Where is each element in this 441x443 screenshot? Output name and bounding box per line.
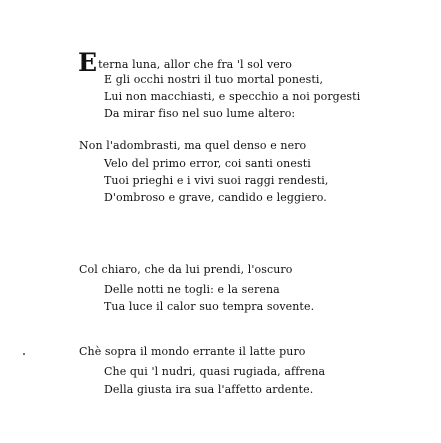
stanza-1-line-2: E gli occhi nostri il tuo mortal ponesti, xyxy=(104,73,324,86)
ink-speck xyxy=(23,353,25,355)
stanza-2-line-2: Velo del primo error, coi santi onesti xyxy=(104,157,311,170)
stanza-4-line-1: Chè sopra il mondo errante il latte puro xyxy=(79,345,306,358)
stanza-2-line-1: Non l'adombrasti, ma quel denso e nero xyxy=(79,139,307,152)
stanza-1-line-3: Lui non macchiasti, e specchio a noi porgesti xyxy=(104,90,361,103)
stanza-3-line-3: Tua luce il calor suo tempra sovente. xyxy=(104,300,315,313)
drop-cap-letter: E xyxy=(78,48,98,77)
stanza-2-line-4: D'ombroso e grave, candido e leggiero. xyxy=(104,191,327,204)
stanza-4-line-2: Che qui 'l nudri, quasi rugiada, affrena xyxy=(104,365,326,378)
stanza-1-line-1-text: terna luna, allor che fra 'l sol vero xyxy=(98,58,292,71)
stanza-2-line-3: Tuoi prieghi e i vivi suoi raggi rendesti, xyxy=(104,174,329,187)
stanza-1-line-4: Da mirar fiso nel suo lume altero: xyxy=(104,107,296,120)
stanza-3-line-1: Col chiaro, che da lui prendi, l'oscuro xyxy=(79,263,293,276)
stanza-1-line-1 xyxy=(78,48,292,77)
stanza-3-line-2: Delle notti ne togli: e la serena xyxy=(104,283,280,296)
stanza-4-line-3: Della giusta ira sua l'affetto ardente. xyxy=(104,383,314,396)
